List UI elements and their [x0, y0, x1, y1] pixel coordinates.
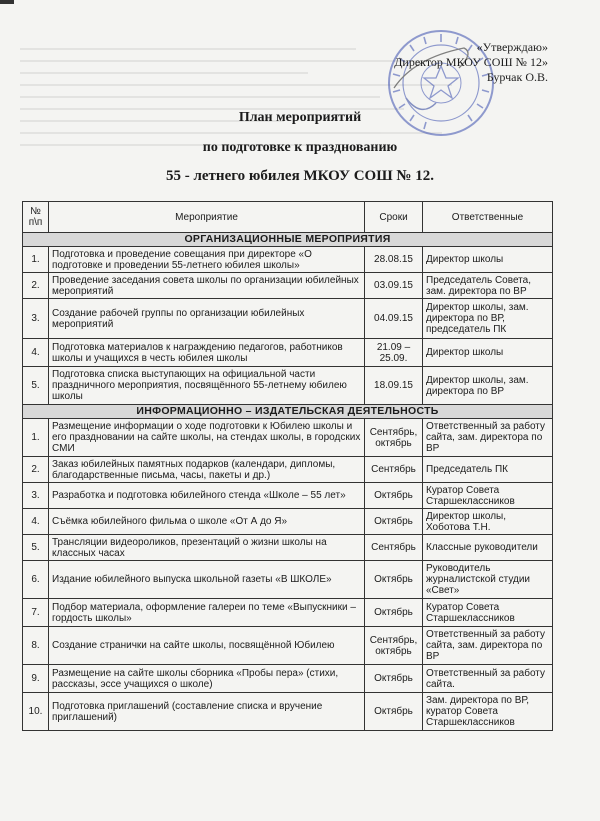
row-number: 5. — [23, 535, 49, 561]
row-number: 4. — [23, 509, 49, 535]
table-row — [23, 339, 553, 367]
row-responsible: Классные руководители — [423, 535, 553, 561]
table-row — [23, 535, 553, 561]
table-row — [23, 627, 553, 665]
row-date: Октябрь — [365, 561, 423, 599]
events-plan-table — [22, 201, 553, 731]
document-title: План мероприятий — [238, 110, 362, 125]
approval-line-1: «Утверждаю» — [476, 40, 548, 54]
table-row — [23, 561, 553, 599]
row-date: Сентябрь, октябрь — [365, 419, 423, 457]
row-responsible: Директор школы — [423, 247, 553, 273]
row-number: 3. — [23, 299, 49, 339]
header-number: № п\п — [23, 202, 49, 233]
row-date: Сентябрь — [365, 457, 423, 483]
row-event: Издание юбилейного выпуска школьной газеты «В ШКОЛЕ» — [49, 561, 365, 599]
approval-line-3: Бурчак О.В. — [486, 70, 548, 84]
row-event: Размещение на сайте школы сборника «Пробы пера» (стихи, рассказы, эссе учащихся о школе) — [49, 665, 365, 693]
table-row — [23, 665, 553, 693]
scan-edge-mark — [0, 0, 14, 4]
row-date: 21.09 – 25.09. — [365, 339, 423, 367]
header-event: Мероприятие — [49, 202, 365, 233]
row-number: 8. — [23, 627, 49, 665]
row-responsible: Зам. директора по ВР, куратор Совета Старшеклассников — [423, 693, 553, 731]
row-responsible: Куратор Совета Старшеклассников — [423, 483, 553, 509]
section-title: ОРГАНИЗАЦИОННЫЕ МЕРОПРИЯТИЯ — [23, 233, 553, 247]
table-row — [23, 457, 553, 483]
row-number: 9. — [23, 665, 49, 693]
document-subtitle: по подготовке к празднованию — [202, 140, 398, 155]
row-date: Сентябрь — [365, 535, 423, 561]
table-header-row — [23, 202, 553, 233]
row-event: Создание рабочей группы по организации юбилейных мероприятий — [49, 299, 365, 339]
table-row — [23, 509, 553, 535]
row-number: 7. — [23, 599, 49, 627]
row-date: 18.09.15 — [365, 367, 423, 405]
row-date: 03.09.15 — [365, 273, 423, 299]
table-row — [23, 367, 553, 405]
row-event: Подбор материала, оформление галереи по теме «Выпускники – гордость школы» — [49, 599, 365, 627]
table-row — [23, 483, 553, 509]
row-responsible: Ответственный за работу сайта. — [423, 665, 553, 693]
row-date: Октябрь — [365, 693, 423, 731]
table-row — [23, 273, 553, 299]
row-event: Подготовка и проведение совещания при директоре «О подготовке и проведении 55-летнего юбилея школы» — [49, 247, 365, 273]
table-row — [23, 299, 553, 339]
row-responsible: Председатель ПК — [423, 457, 553, 483]
table-row — [23, 693, 553, 731]
row-date: 28.08.15 — [365, 247, 423, 273]
approval-block — [394, 40, 548, 85]
row-responsible: Директор школы, зам. директора по ВР — [423, 367, 553, 405]
row-number: 6. — [23, 561, 49, 599]
row-event: Съёмка юбилейного фильма о школе «От А до Я» — [49, 509, 365, 535]
row-number: 1. — [23, 247, 49, 273]
section-header-row — [23, 233, 553, 247]
table-row — [23, 599, 553, 627]
row-responsible: Председатель Совета, зам. директора по ВР — [423, 273, 553, 299]
table-row — [23, 247, 553, 273]
document-subject: 55 - летнего юбилея МКОУ СОШ № 12. — [165, 168, 434, 184]
row-event: Подготовка списка выступающих на официальной части праздничного мероприятия, посвящённого 55-летнему юбилею школы — [49, 367, 365, 405]
row-responsible: Руководитель журналистской студии «Свет» — [423, 561, 553, 599]
header-responsible: Ответственные — [423, 202, 553, 233]
section-title: ИНФОРМАЦИОННО – ИЗДАТЕЛЬСКАЯ ДЕЯТЕЛЬНОСТЬ — [23, 405, 553, 419]
row-date: Октябрь — [365, 599, 423, 627]
row-responsible: Куратор Совета Старшеклассников — [423, 599, 553, 627]
row-date: Октябрь — [365, 483, 423, 509]
row-number: 4. — [23, 339, 49, 367]
row-event: Трансляции видеороликов, презентаций о жизни школы на классных часах — [49, 535, 365, 561]
row-event: Размещение информации о ходе подготовки к Юбилею школы и его праздновании на сайте школы, на стендах школы, в городских СМИ — [49, 419, 365, 457]
row-number: 3. — [23, 483, 49, 509]
header-dates: Сроки — [365, 202, 423, 233]
row-date: Сентябрь, октябрь — [365, 627, 423, 665]
row-event: Подготовка приглашений (составление списка и вручение приглашений) — [49, 693, 365, 731]
row-event: Проведение заседания совета школы по организации юбилейных мероприятий — [49, 273, 365, 299]
section-header-row — [23, 405, 553, 419]
row-date: Октябрь — [365, 509, 423, 535]
row-event: Подготовка материалов к награждению педагогов, работников школы и учащихся в честь юбилея школы — [49, 339, 365, 367]
row-number: 2. — [23, 457, 49, 483]
row-responsible: Директор школы — [423, 339, 553, 367]
row-event: Разработка и подготовка юбилейного стенда «Школе – 55 лет» — [49, 483, 365, 509]
row-number: 10. — [23, 693, 49, 731]
row-date: 04.09.15 — [365, 299, 423, 339]
row-responsible: Директор школы, зам. директора по ВР, председатель ПК — [423, 299, 553, 339]
row-number: 1. — [23, 419, 49, 457]
approval-line-2: Директор МКОУ СОШ № 12» — [394, 55, 548, 69]
table-row — [23, 419, 553, 457]
row-event: Создание странички на сайте школы, посвящённой Юбилею — [49, 627, 365, 665]
row-number: 2. — [23, 273, 49, 299]
row-event: Заказ юбилейных памятных подарков (календари, дипломы, благодарственные письма, часы, пакеты и др.) — [49, 457, 365, 483]
row-responsible: Ответственный за работу сайта, зам. директора по ВР — [423, 419, 553, 457]
row-responsible: Ответственный за работу сайта, зам. директора по ВР — [423, 627, 553, 665]
row-date: Октябрь — [365, 665, 423, 693]
row-number: 5. — [23, 367, 49, 405]
row-responsible: Директор школы, Хоботова Т.Н. — [423, 509, 553, 535]
